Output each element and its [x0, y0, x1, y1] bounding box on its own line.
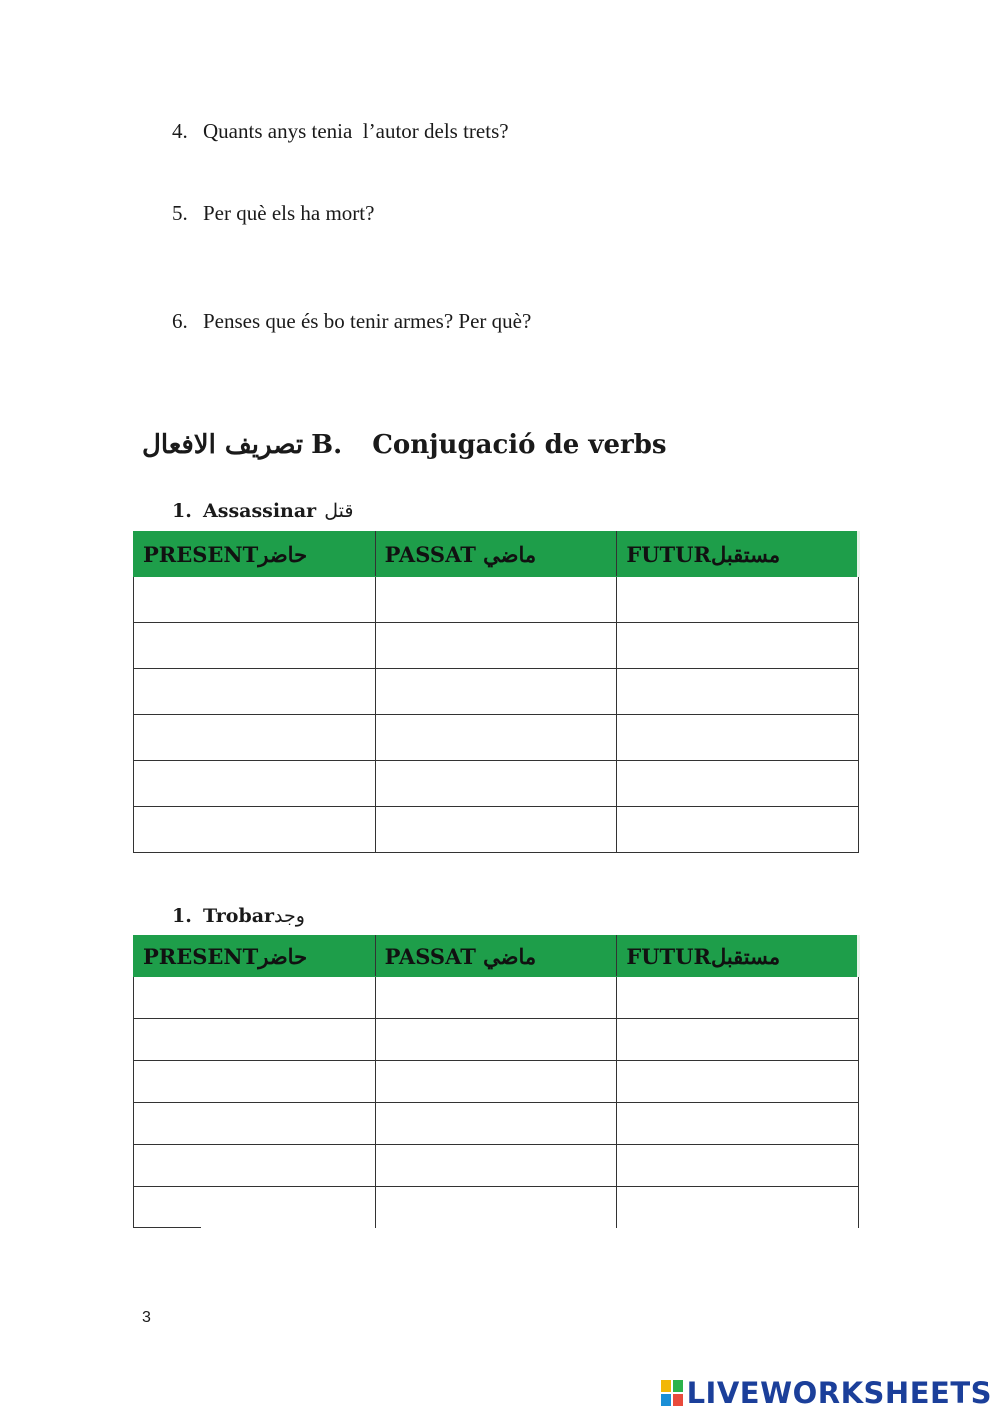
- answer-cell[interactable]: [375, 715, 617, 761]
- verb-number: 1.: [172, 905, 192, 927]
- question-number: 5.: [172, 201, 188, 225]
- answer-cell[interactable]: [134, 1019, 376, 1061]
- answer-cell[interactable]: [134, 1187, 376, 1229]
- liveworksheets-brand[interactable]: [661, 1376, 992, 1410]
- conjugation-table-assassinar: [133, 531, 860, 853]
- verb-arabic: قتل: [324, 500, 354, 522]
- answer-cell[interactable]: [617, 1187, 859, 1229]
- question-4: [172, 119, 509, 144]
- answer-cell[interactable]: [134, 577, 376, 623]
- verb-label: [172, 905, 305, 927]
- question-text: Penses que és bo tenir armes? Per què?: [203, 309, 532, 333]
- table-row: [134, 1103, 859, 1145]
- table-row: [134, 1145, 859, 1187]
- section-heading: [142, 430, 667, 460]
- question-number: 6.: [172, 309, 188, 333]
- answer-cell[interactable]: [617, 1103, 859, 1145]
- question-6: [172, 309, 531, 334]
- footnote-separator: [133, 1227, 201, 1228]
- section-title: Conjugació de verbs: [372, 430, 667, 460]
- section-title-arabic: تصريف الافعال: [142, 430, 304, 460]
- answer-cell[interactable]: [617, 623, 859, 669]
- answer-cell[interactable]: [375, 1187, 617, 1229]
- answer-cell[interactable]: [375, 761, 617, 807]
- table-row: [134, 1061, 859, 1103]
- header-present: PRESENTحاضر: [134, 532, 376, 577]
- table-row: [134, 623, 859, 669]
- answer-cell[interactable]: [617, 807, 859, 853]
- table-row: [134, 669, 859, 715]
- answer-cell[interactable]: [617, 577, 859, 623]
- table-header-row: [134, 532, 859, 577]
- answer-cell[interactable]: [617, 1061, 859, 1103]
- answer-cell[interactable]: [375, 669, 617, 715]
- brand-name: LIVEWORKSHEETS: [686, 1376, 992, 1410]
- question-5: [172, 201, 374, 226]
- answer-cell[interactable]: [134, 1103, 376, 1145]
- table-row: [134, 1187, 859, 1229]
- liveworksheets-logo-icon: [661, 1380, 683, 1406]
- answer-cell[interactable]: [134, 807, 376, 853]
- conjugation-table-trobar: [133, 935, 860, 1228]
- header-present: PRESENTحاضر: [134, 936, 376, 977]
- section-letter: B.: [311, 430, 343, 460]
- question-number: 4.: [172, 119, 188, 143]
- answer-cell[interactable]: [375, 1061, 617, 1103]
- table-row: [134, 807, 859, 853]
- answer-cell[interactable]: [134, 977, 376, 1019]
- header-passat: PASSAT ماضي: [375, 936, 617, 977]
- answer-cell[interactable]: [134, 669, 376, 715]
- verb-name: Assassinar: [203, 500, 317, 522]
- answer-cell[interactable]: [375, 577, 617, 623]
- table-row: [134, 1019, 859, 1061]
- header-futur: FUTURمستقبل: [617, 936, 859, 977]
- table-row: [134, 577, 859, 623]
- question-text: Quants anys tenia l’autor dels trets?: [203, 119, 509, 143]
- verb-name: Trobar: [203, 905, 275, 927]
- page-number: 3: [142, 1309, 151, 1326]
- answer-cell[interactable]: [134, 715, 376, 761]
- table-row: [134, 761, 859, 807]
- answer-cell[interactable]: [375, 977, 617, 1019]
- answer-cell[interactable]: [375, 623, 617, 669]
- verb-arabic: وجد: [274, 905, 305, 927]
- answer-cell[interactable]: [617, 1019, 859, 1061]
- header-passat: PASSAT ماضي: [375, 532, 617, 577]
- table-row: [134, 715, 859, 761]
- answer-cell[interactable]: [134, 1145, 376, 1187]
- answer-cell[interactable]: [617, 1145, 859, 1187]
- answer-cell[interactable]: [617, 977, 859, 1019]
- answer-cell[interactable]: [375, 1103, 617, 1145]
- answer-cell[interactable]: [375, 1019, 617, 1061]
- table-header-row: [134, 936, 859, 977]
- verb-number: 1.: [172, 500, 192, 522]
- answer-cell[interactable]: [134, 761, 376, 807]
- answer-cell[interactable]: [617, 715, 859, 761]
- answer-cell[interactable]: [375, 807, 617, 853]
- header-futur: FUTURمستقبل: [617, 532, 859, 577]
- answer-cell[interactable]: [134, 623, 376, 669]
- answer-cell[interactable]: [617, 761, 859, 807]
- answer-cell[interactable]: [375, 1145, 617, 1187]
- question-text: Per què els ha mort?: [203, 201, 375, 225]
- answer-cell[interactable]: [617, 669, 859, 715]
- answer-cell[interactable]: [134, 1061, 376, 1103]
- verb-label: [172, 500, 353, 522]
- table-row: [134, 977, 859, 1019]
